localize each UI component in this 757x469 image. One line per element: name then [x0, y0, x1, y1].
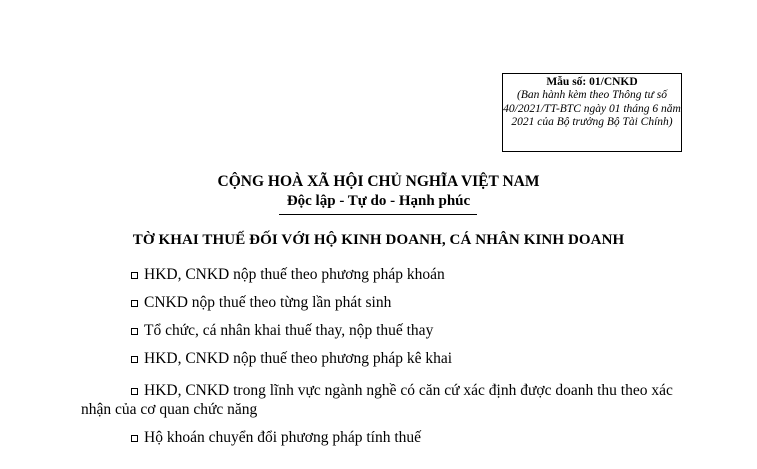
option-lump-sum: [81, 265, 696, 284]
option-declaration: [81, 349, 696, 368]
option-label: Hộ khoán chuyển đổi phương pháp tính thuế: [144, 429, 422, 446]
form-number: Mẫu số: 01/CNKD: [546, 76, 638, 88]
motto-underline: [279, 214, 477, 215]
option-label: HKD, CNKD nộp thuế theo phương pháp khoán: [144, 266, 445, 283]
form-issuance-note: (Ban hành kèm theo Thông tư số 40/2021/TT-BTC ngày 01 tháng 6 năm 2021 của Bộ trưởng Bộ Tài Chính): [503, 89, 681, 129]
option-method-conversion: [81, 428, 696, 447]
checkbox-icon[interactable]: [131, 388, 138, 395]
option-label: HKD, CNKD nộp thuế theo phương pháp kê khai: [144, 350, 453, 367]
option-label: HKD, CNKD trong lĩnh vực ngành nghề có căn cứ xác định được doanh thu theo xác nhận của cơ quan chức năng: [81, 382, 673, 418]
checkbox-icon[interactable]: [131, 328, 138, 335]
national-motto: Độc lập - Tự do - Hạnh phúc: [286, 193, 471, 209]
option-label: Tổ chức, cá nhân khai thuế thay, nộp thuế thay: [144, 322, 434, 339]
option-confirmed-revenue: [81, 381, 696, 419]
checkbox-icon[interactable]: [131, 300, 138, 307]
option-proxy-filing: [81, 321, 696, 340]
checkbox-icon[interactable]: [131, 356, 138, 363]
taxpayer-type-options: [81, 265, 696, 456]
checkbox-icon[interactable]: [131, 435, 138, 442]
form-number-box: [502, 73, 682, 152]
checkbox-icon[interactable]: [131, 272, 138, 279]
option-label: CNKD nộp thuế theo từng lần phát sinh: [144, 294, 392, 311]
option-per-occurrence: [81, 293, 696, 312]
country-name: CỘNG HOÀ XÃ HỘI CHỦ NGHĨA VIỆT NAM: [217, 173, 540, 190]
document-title: TỜ KHAI THUẾ ĐỐI VỚI HỘ KINH DOANH, CÁ NHÂN KINH DOANH: [132, 232, 625, 248]
